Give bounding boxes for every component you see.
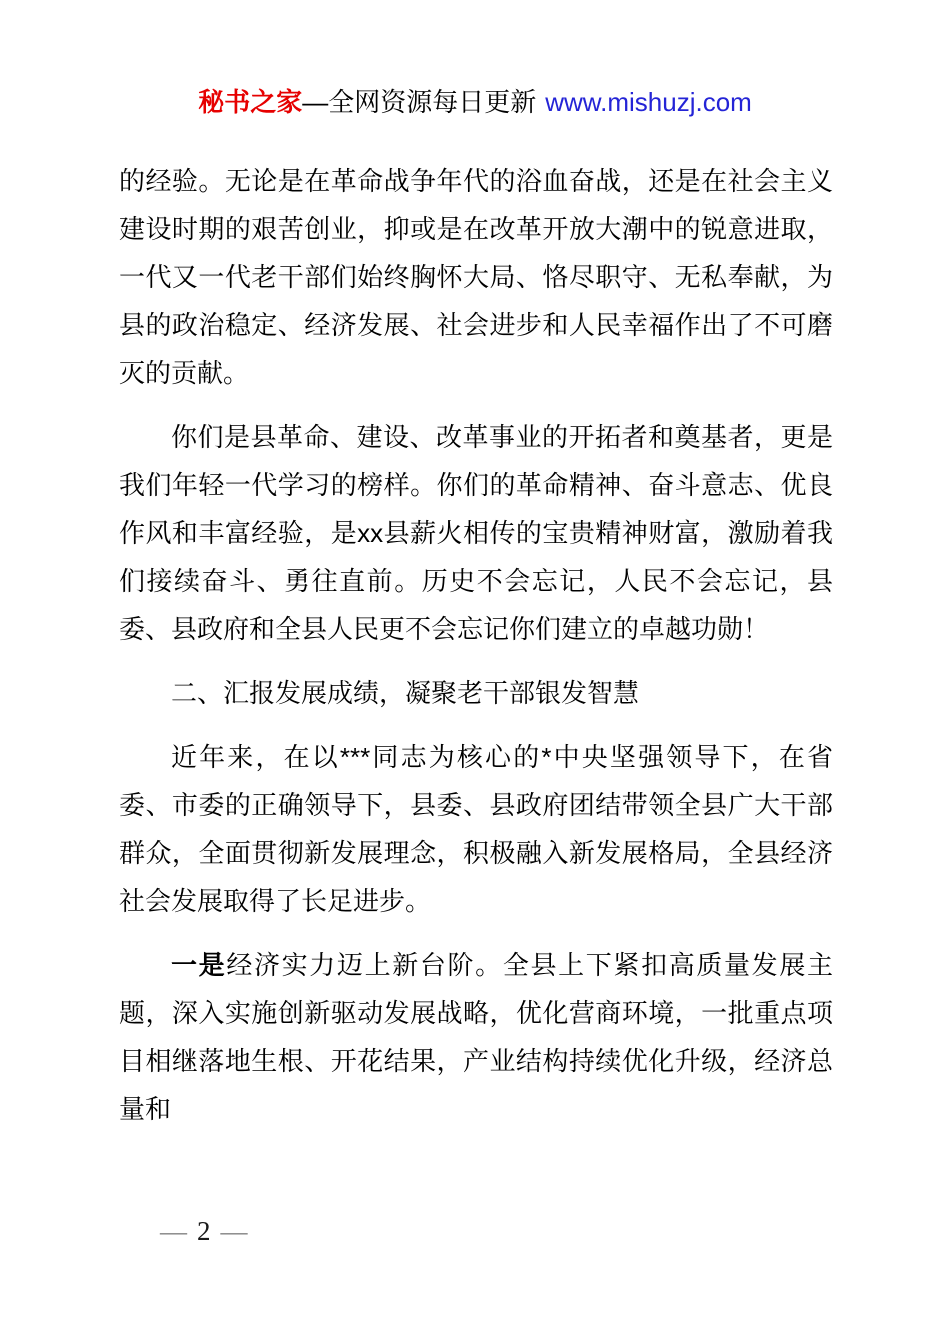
- page-number-dash-right: —: [220, 1216, 248, 1246]
- paragraph-continuation: 的经验。无论是在革命战争年代的浴血奋战，还是在社会主义建设时期的艰苦创业，抑或是在改革开放大潮中的锐意进取，一代又一代老干部们始终胸怀大局、恪尽职守、无私奉献，为县的政治稳定、经济发展、社会进步和人民幸福作出了不可磨灭的贡献。: [119, 166, 833, 388]
- paragraph-lead-rest: 经济实力迈上新台阶。全县上下紧扣高质量发展主题，深入实施创新驱动发展战略，优化营商环境，一批重点项目相继落地生根、开花结果，产业结构持续优化升级，经济总量和: [119, 950, 833, 1124]
- site-url-link[interactable]: www.mishuzj.com: [545, 87, 752, 117]
- paragraph-lead: 一是: [171, 950, 227, 980]
- page-number-dash-left: —: [160, 1216, 187, 1246]
- paragraph-economy: [119, 941, 833, 1133]
- paragraph-tribute: 你们是县革命、建设、改革事业的开拓者和奠基者，更是我们年轻一代学习的榜样。你们的革命精神、奋斗意志、优良作风和丰富经验，是xx县薪火相传的宝贵精神财富，激励着我们接续奋斗、勇往直前。历史不会忘记，人民不会忘记，县委、县政府和全县人民更不会忘记你们建立的卓越功勋！: [119, 422, 833, 644]
- header-separator: —: [302, 87, 329, 117]
- page-footer: [160, 1216, 248, 1247]
- site-header: [0, 82, 950, 119]
- site-logo-text: 秘书之家: [198, 87, 303, 117]
- site-tagline: 全网资源每日更新: [328, 87, 537, 117]
- page-number: 2: [197, 1216, 211, 1246]
- document-body: [119, 157, 833, 1149]
- paragraph-recent-years: 近年来，在以***同志为核心的*中央坚强领导下，在省委、市委的正确领导下，县委、县政府团结带领全县广大干部群众，全面贯彻新发展理念，积极融入新发展格局，全县经济社会发展取得了长足进步。: [119, 742, 833, 916]
- section-heading: 二、汇报发展成绩，凝聚老干部银发智慧: [171, 678, 640, 708]
